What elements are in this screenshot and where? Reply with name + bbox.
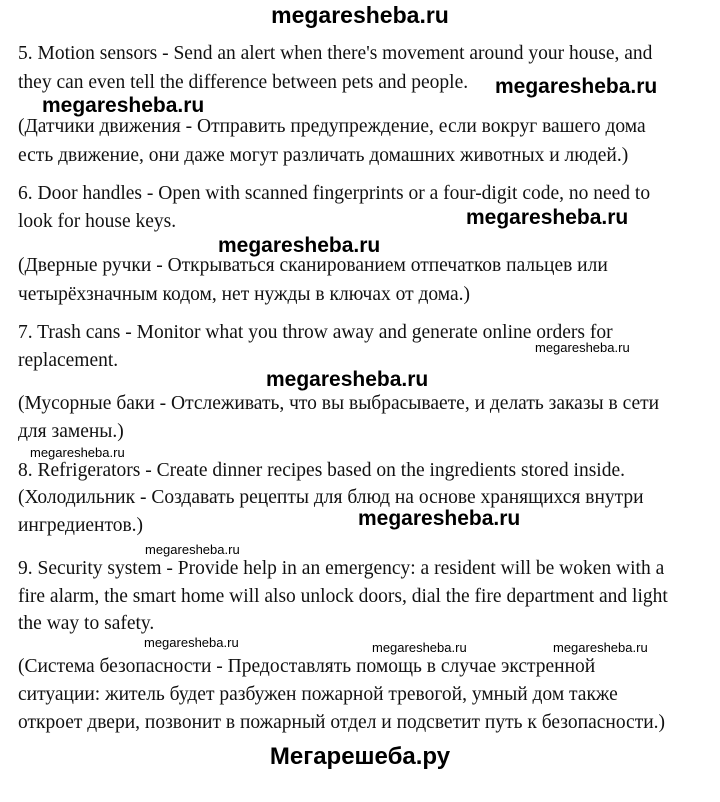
item-9-russian-line-2: ситуации: житель будет разбужен пожарной тревогой, умный дом также <box>18 684 618 705</box>
watermark-9: megaresheba.ru <box>145 542 240 557</box>
item-8-russian-line-1: (Холодильник - Создавать рецепты для блюд на основе хранящихся внутри <box>18 487 644 508</box>
watermark-3: megaresheba.ru <box>466 206 629 229</box>
item-6-english-line-1: 6. Door handles - Open with scanned fingerprints or a four-digit code, no need to <box>18 183 651 204</box>
header-watermark: megaresheba.ru <box>271 2 449 28</box>
item-8-english-line-1: 8. Refrigerators - Create dinner recipes based on the ingredients stored inside. <box>18 460 626 481</box>
item-6-russian-line-2: четырёхзначным кодом, нет нужды в ключах от дома.) <box>18 284 471 305</box>
item-7-russian-line-2: для замены.) <box>18 421 124 442</box>
watermark-10: megaresheba.ru <box>144 635 239 650</box>
watermark-11: megaresheba.ru <box>372 640 467 655</box>
item-9-english-line-3: the way to safety. <box>18 613 155 634</box>
watermark-4: megaresheba.ru <box>218 234 381 257</box>
item-5-english-line-1: 5. Motion sensors - Send an alert when there's movement around your house, and <box>18 43 653 64</box>
item-7-english-line-1: 7. Trash cans - Monitor what you throw away and generate online orders for <box>18 322 613 343</box>
item-5-english-line-2: they can even tell the difference between pets and people. <box>18 72 469 93</box>
watermark-8: megaresheba.ru <box>358 507 521 530</box>
item-9-russian-line-1: (Система безопасности - Предоставлять помощь в случае экстренной <box>18 656 596 677</box>
item-9-english-line-2: fire alarm, the smart home will also unlock doors, dial the fire department and light <box>18 586 668 607</box>
watermark-6: megaresheba.ru <box>266 368 429 391</box>
item-6-english-line-2: look for house keys. <box>18 211 177 232</box>
item-5-russian-line-2: есть движение, они даже могут различать домашних животных и людей.) <box>18 145 629 166</box>
footer-watermark: Мегарешеба.ру <box>269 743 451 770</box>
watermark-1: megaresheba.ru <box>495 75 658 98</box>
item-6-russian-line-1: (Дверные ручки - Открываться сканированием отпечатков пальцев или <box>18 255 608 276</box>
item-7-english-line-2: replacement. <box>18 350 119 371</box>
item-8-russian-line-2: ингредиентов.) <box>18 515 144 536</box>
item-5-russian-line-1: (Датчики движения - Отправить предупреждение, если вокруг вашего дома <box>18 116 646 137</box>
watermark-12: megaresheba.ru <box>553 640 648 655</box>
item-9-english-line-1: 9. Security system - Provide help in an emergency: a resident will be woken with a <box>18 558 665 579</box>
watermark-5: megaresheba.ru <box>535 340 630 355</box>
item-9-russian-line-3: откроет двери, позвонит в пожарный отдел и подсветит путь к безопасности.) <box>18 712 666 733</box>
watermark-7: megaresheba.ru <box>30 445 125 460</box>
watermark-2: megaresheba.ru <box>42 94 205 117</box>
item-7-russian-line-1: (Мусорные баки - Отслеживать, что вы выбрасываете, и делать заказы в сети <box>18 393 660 414</box>
